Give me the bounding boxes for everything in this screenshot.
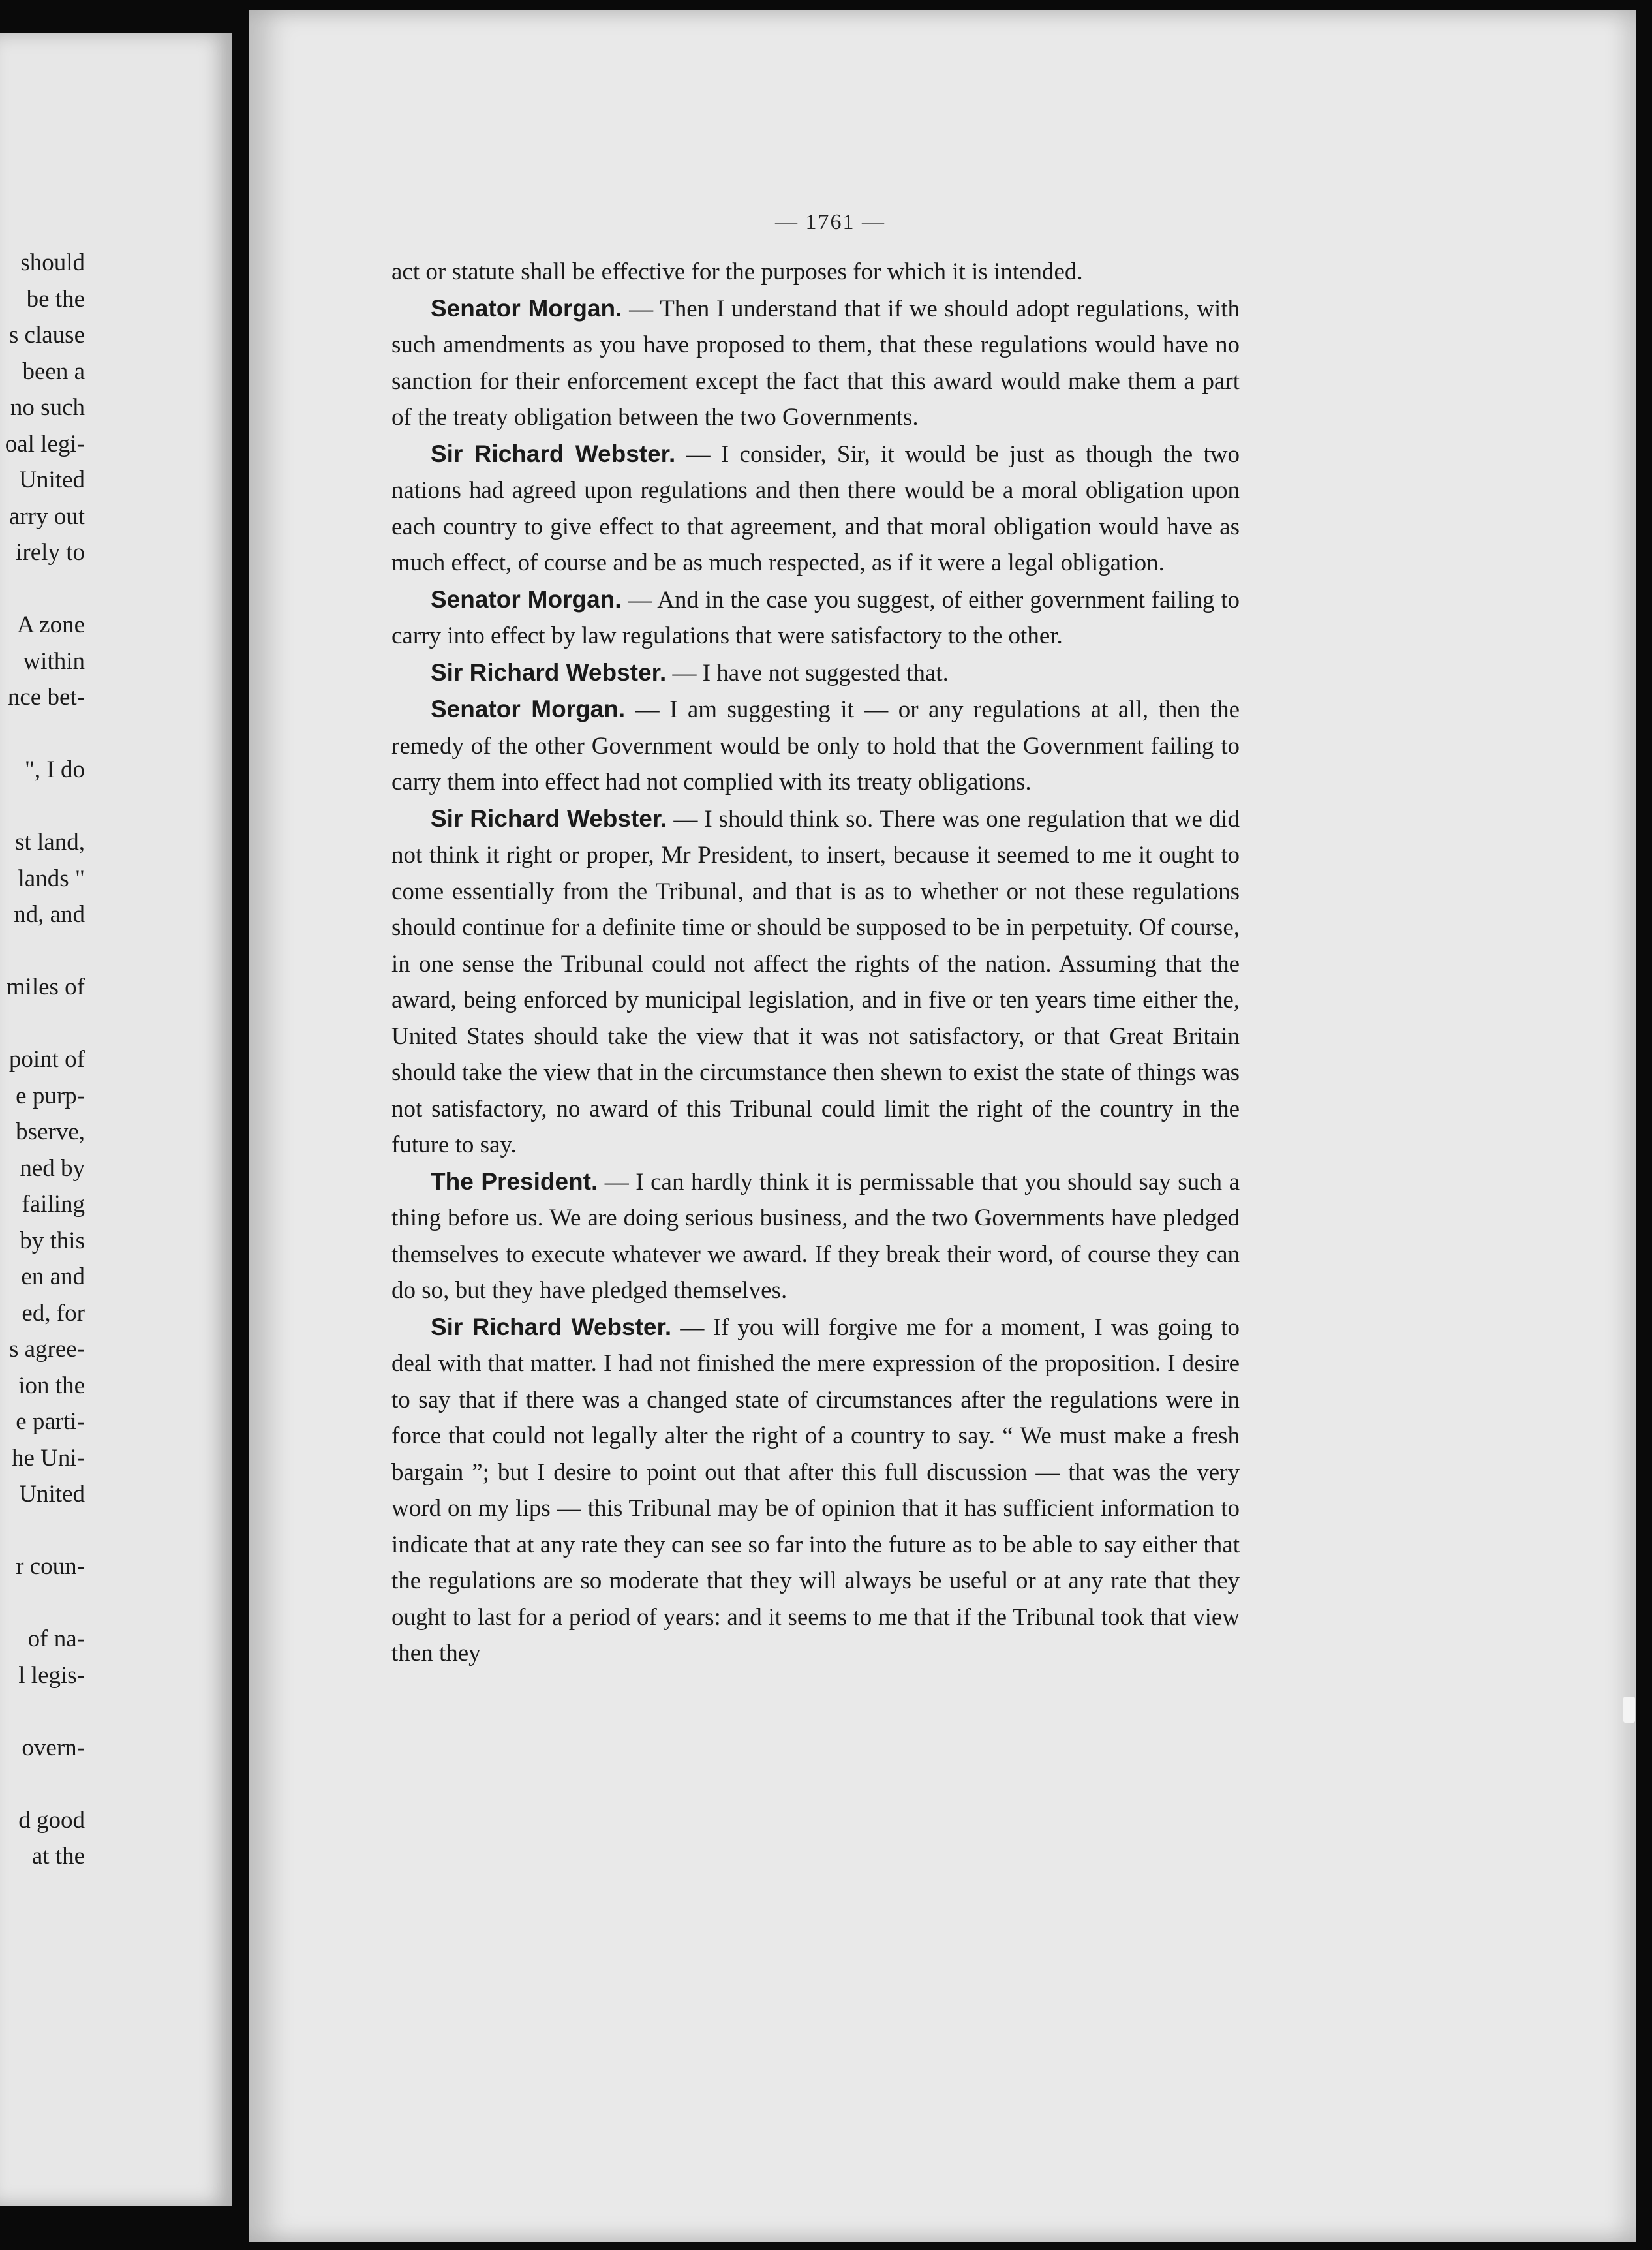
page-number: — 1761 — bbox=[775, 210, 885, 234]
paragraph-text: — I am suggesting it — or any regulations at all, then the remedy of the other Government would be only to hold that the Government failing to carry them into effect had not complied with its treaty obligations. bbox=[391, 696, 1240, 795]
left-fragment-line bbox=[0, 1585, 85, 1622]
left-fragment-line: failing bbox=[22, 1191, 85, 1218]
page-body bbox=[391, 253, 1240, 1672]
left-fragment-line: e parti- bbox=[16, 1408, 85, 1435]
speaker-name: Senator Morgan. bbox=[431, 294, 622, 322]
paragraph bbox=[391, 581, 1240, 655]
left-fragment-line: en and bbox=[21, 1263, 85, 1290]
paragraph bbox=[391, 253, 1240, 290]
left-fragment-line: should bbox=[20, 249, 85, 276]
paragraph bbox=[391, 801, 1240, 1164]
speaker-name: Sir Richard Webster. bbox=[431, 440, 676, 467]
speaker-name: Sir Richard Webster. bbox=[431, 1313, 672, 1340]
left-fragment-line: r coun- bbox=[16, 1553, 85, 1580]
left-fragment-line: United bbox=[19, 467, 85, 493]
paragraph bbox=[391, 290, 1240, 436]
left-fragment-line: bserve, bbox=[16, 1118, 85, 1145]
paragraph bbox=[391, 1164, 1240, 1309]
paragraph-text: — I should think so. There was one regulation that we did not think it right or proper, Mr President, to insert, because it seemed to me it ought to come essentially from the Tribunal, and that is as to whether or not these regulations should continue for a definite time or should be supposed to be in perpetuity. Of course, in one sense the Tribunal could not affect the rights of the nation. Assuming that the award, being enforced by municipal legislation, and in five or ten years time either the, United States should take the view that it was not satisfactory, or that Great Britain should take the view that in the circumstance then shewn to exist the state of things was not satisfactory, no award of this Tribunal could limit the right of the country in the future to say. bbox=[391, 805, 1240, 1158]
page-edge-tab bbox=[1623, 1697, 1635, 1723]
left-fragment-line: l legis- bbox=[18, 1661, 85, 1689]
paragraph-text: — Then I understand that if we should adopt regulations, with such amendments as you have proposed to them, that these regulations would have no sanction for their enforcement except the fact that this award would make them a part of the treaty obligation between the two Governments. bbox=[391, 295, 1240, 431]
left-fragment-line: be the bbox=[26, 285, 85, 313]
left-fragment-line: e purp- bbox=[16, 1082, 85, 1109]
left-fragment-line bbox=[0, 933, 85, 970]
left-fragment-line: within bbox=[23, 647, 85, 675]
left-fragment-line: s agree- bbox=[8, 1336, 85, 1363]
paragraph-text: — If you will forgive me for a moment, I was going to deal with that matter. I had not finished the mere expression of the proposition. I desire to say that if there was a changed state of circumstances after the regulations were in force that could not legally alter the right of a country to say. “ We must make a fresh bargain ”; but I desire to point out that after this full discussion — that was the very word on my lips — this Tribunal may be of opinion that it has sufficient information to indicate that at any rate they can see so far into the future as to be able to say either that the regulations are so moderate that they will always be useful or at any rate that they ought to last for a period of years: and it seems to me that if the Tribunal took that view then they bbox=[391, 1314, 1240, 1667]
left-fragment-line: nd, and bbox=[14, 901, 85, 928]
paragraph bbox=[391, 655, 1240, 692]
left-fragment-line bbox=[0, 1766, 85, 1802]
left-fragment-line: irely to bbox=[16, 539, 85, 566]
left-page bbox=[0, 33, 232, 2206]
speaker-name: Senator Morgan. bbox=[431, 696, 626, 722]
left-fragment-line: A zone bbox=[17, 611, 85, 638]
left-fragment-line: ed, for bbox=[22, 1299, 85, 1327]
left-fragment-line bbox=[0, 716, 85, 752]
left-fragment-line bbox=[0, 1693, 85, 1730]
left-fragment-line: by this bbox=[20, 1227, 85, 1254]
left-fragment-line: oal legi- bbox=[5, 430, 85, 457]
paragraph-text: — I have not suggested that. bbox=[666, 659, 949, 686]
left-fragment-line bbox=[0, 571, 85, 608]
speaker-name: Senator Morgan. bbox=[431, 585, 622, 613]
paragraph-text: act or statute shall be effective for the purposes for which it is intended. bbox=[391, 258, 1083, 285]
left-fragment-line: at the bbox=[31, 1843, 85, 1870]
left-fragment-line bbox=[0, 1513, 85, 1549]
paragraph-text: — I consider, Sir, it would be just as though the two nations had agreed upon regulations and then there would be a moral obligation upon each country to give effect to that agreement, and that moral obligation would have as much effect, of course and be as much respected, as if it were a legal obligation. bbox=[391, 440, 1240, 576]
speaker-name: The President. bbox=[431, 1167, 598, 1195]
paragraph bbox=[391, 691, 1240, 801]
left-fragment-line: st land, bbox=[15, 829, 85, 855]
paragraph-text: — I can hardly think it is permissable that you should say such a thing before us. We are doing serious business, and the two Governments have pledged themselves to execute whatever we award. If they break their word, of course they can do so, but they have pledged themselves. bbox=[391, 1168, 1240, 1304]
left-fragment-line: he Uni- bbox=[12, 1444, 85, 1472]
left-fragment-line: miles of bbox=[6, 974, 85, 1000]
left-fragment-line: point of bbox=[8, 1046, 85, 1073]
left-fragment-line: ion the bbox=[18, 1372, 85, 1399]
speaker-name: Sir Richard Webster. bbox=[431, 805, 667, 832]
paragraph bbox=[391, 1309, 1240, 1672]
left-fragment-line: d good bbox=[18, 1806, 85, 1834]
left-fragment-line bbox=[0, 1006, 85, 1042]
paragraph bbox=[391, 436, 1240, 581]
left-fragment-line: overn- bbox=[22, 1734, 85, 1761]
speaker-name: Sir Richard Webster. bbox=[431, 658, 667, 686]
left-fragment-line: nce bet- bbox=[7, 684, 85, 711]
left-page-text-fragments bbox=[0, 245, 85, 1875]
left-fragment-line: s clause bbox=[8, 322, 85, 348]
left-fragment-line: of na- bbox=[27, 1626, 85, 1652]
left-fragment-line: ", I do bbox=[24, 756, 85, 783]
left-fragment-line: ned by bbox=[20, 1154, 85, 1182]
left-fragment-line: lands " bbox=[18, 865, 85, 892]
left-fragment-line: been a bbox=[22, 358, 85, 385]
left-fragment-line: arry out bbox=[8, 502, 85, 530]
paragraph-text: — And in the case you suggest, of either government failing to carry into effect by law regulations that were satisfactory to the other. bbox=[391, 586, 1240, 649]
left-fragment-line: United bbox=[19, 1481, 85, 1507]
left-fragment-line: no such bbox=[10, 394, 85, 421]
left-fragment-line bbox=[0, 788, 85, 825]
